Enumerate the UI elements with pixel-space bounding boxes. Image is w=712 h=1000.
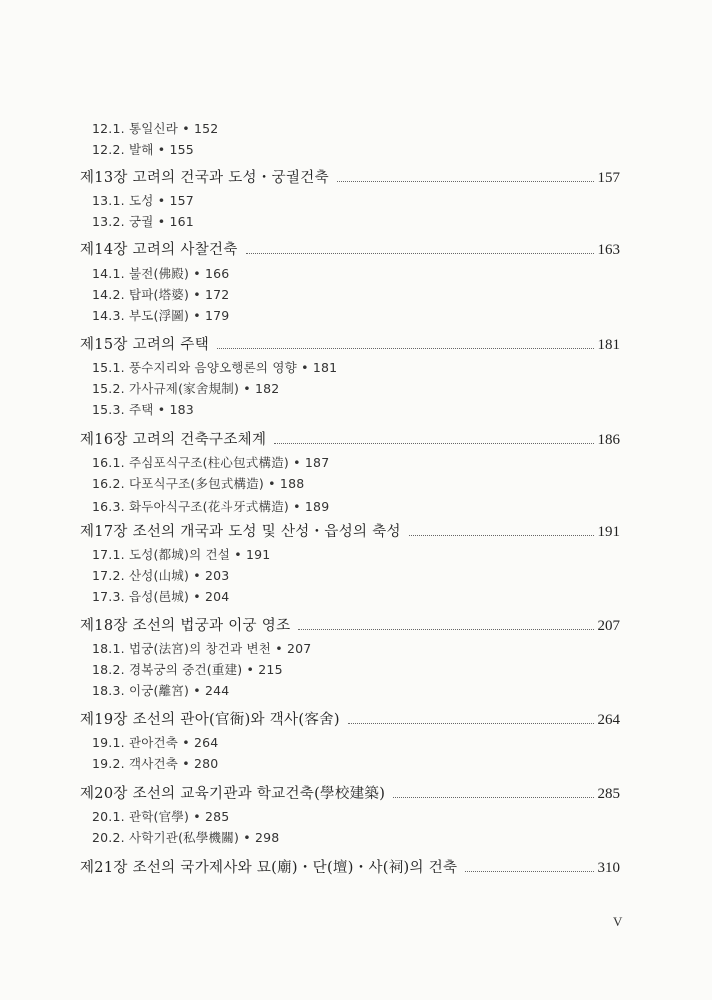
dot-leader bbox=[217, 347, 593, 349]
section-entry: 17.1. 도성(都城)의 건설 • 191 bbox=[92, 547, 271, 562]
chapter-page-number: 157 bbox=[597, 170, 620, 186]
chapter-title: 제16장 고려의 건축구조체계 bbox=[80, 432, 267, 448]
chapter-title: 제18장 조선의 법궁과 이궁 영조 bbox=[80, 618, 291, 634]
chapter-title: 제21장 조선의 국가제사와 묘(廟)・단(壇)・사(祠)의 건축 bbox=[80, 860, 458, 876]
section-entry: 13.1. 도성 • 157 bbox=[92, 193, 194, 208]
chapter-entry bbox=[80, 238, 620, 259]
section-entry: 14.1. 불전(佛殿) • 166 bbox=[92, 266, 230, 281]
section-entry: 16.1. 주심포식구조(柱心包式構造) • 187 bbox=[92, 455, 330, 470]
dot-leader bbox=[274, 442, 593, 444]
section-entry: 20.1. 관학(官學) • 285 bbox=[92, 809, 230, 824]
chapter-page-number: 207 bbox=[597, 618, 620, 634]
section-entry: 15.2. 가사규제(家舍規制) • 182 bbox=[92, 381, 280, 396]
chapter-title: 제15장 고려의 주택 bbox=[80, 337, 210, 353]
chapter-title: 제19장 조선의 관아(官衙)와 객사(客舍) bbox=[80, 712, 340, 728]
chapter-title: 제17장 조선의 개국과 도성 및 산성・읍성의 축성 bbox=[80, 524, 401, 540]
chapter-entry bbox=[80, 333, 620, 354]
dot-leader bbox=[393, 796, 593, 798]
chapter-entry bbox=[80, 614, 620, 635]
dot-leader bbox=[298, 628, 593, 630]
chapter-page-number: 186 bbox=[597, 432, 620, 448]
section-entry: 18.3. 이궁(離宮) • 244 bbox=[92, 683, 230, 698]
section-entry: 12.1. 통일신라 • 152 bbox=[92, 121, 219, 136]
section-entry: 15.3. 주택 • 183 bbox=[92, 402, 194, 417]
section-entry: 17.3. 읍성(邑城) • 204 bbox=[92, 589, 230, 604]
page-number: V bbox=[613, 914, 623, 929]
chapter-entry bbox=[80, 166, 620, 187]
section-entry: 16.3. 화두아식구조(花斗牙式構造) • 189 bbox=[92, 499, 330, 514]
section-entry: 20.2. 사학기관(私學機關) • 298 bbox=[92, 830, 280, 845]
section-entry: 16.2. 다포식구조(多包式構造) • 188 bbox=[92, 476, 305, 491]
chapter-entry bbox=[80, 708, 620, 729]
chapter-page-number: 191 bbox=[597, 524, 620, 540]
section-entry: 14.2. 탑파(塔婆) • 172 bbox=[92, 287, 230, 302]
section-entry: 15.1. 풍수지리와 음양오행론의 영향 • 181 bbox=[92, 360, 338, 375]
section-entry: 18.2. 경복궁의 중건(重建) • 215 bbox=[92, 662, 283, 677]
section-entry: 17.2. 산성(山城) • 203 bbox=[92, 568, 230, 583]
chapter-entry bbox=[80, 856, 620, 877]
chapter-entry bbox=[80, 782, 620, 803]
chapter-page-number: 285 bbox=[597, 786, 620, 802]
section-entry: 13.2. 궁궐 • 161 bbox=[92, 214, 194, 229]
chapter-entry bbox=[80, 520, 620, 541]
section-entry: 18.1. 법궁(法宮)의 창건과 변천 • 207 bbox=[92, 641, 312, 656]
section-entry: 14.3. 부도(浮圖) • 179 bbox=[92, 308, 230, 323]
chapter-page-number: 163 bbox=[597, 242, 620, 258]
chapter-page-number: 264 bbox=[597, 712, 620, 728]
dot-leader bbox=[465, 870, 593, 872]
chapter-title: 제14장 고려의 사찰건축 bbox=[80, 242, 238, 258]
dot-leader bbox=[409, 534, 594, 536]
chapter-entry bbox=[80, 428, 620, 449]
chapter-page-number: 181 bbox=[597, 337, 620, 353]
section-entry: 19.1. 관아건축 • 264 bbox=[92, 735, 219, 750]
dot-leader bbox=[348, 722, 594, 724]
chapter-page-number: 310 bbox=[597, 860, 620, 876]
section-entry: 12.2. 발해 • 155 bbox=[92, 142, 194, 157]
chapter-title: 제13장 고려의 건국과 도성・궁궐건축 bbox=[80, 170, 329, 186]
dot-leader bbox=[337, 180, 594, 182]
dot-leader bbox=[246, 252, 594, 254]
section-entry: 19.2. 객사건축 • 280 bbox=[92, 756, 219, 771]
chapter-title: 제20장 조선의 교육기관과 학교건축(學校建築) bbox=[80, 786, 386, 802]
